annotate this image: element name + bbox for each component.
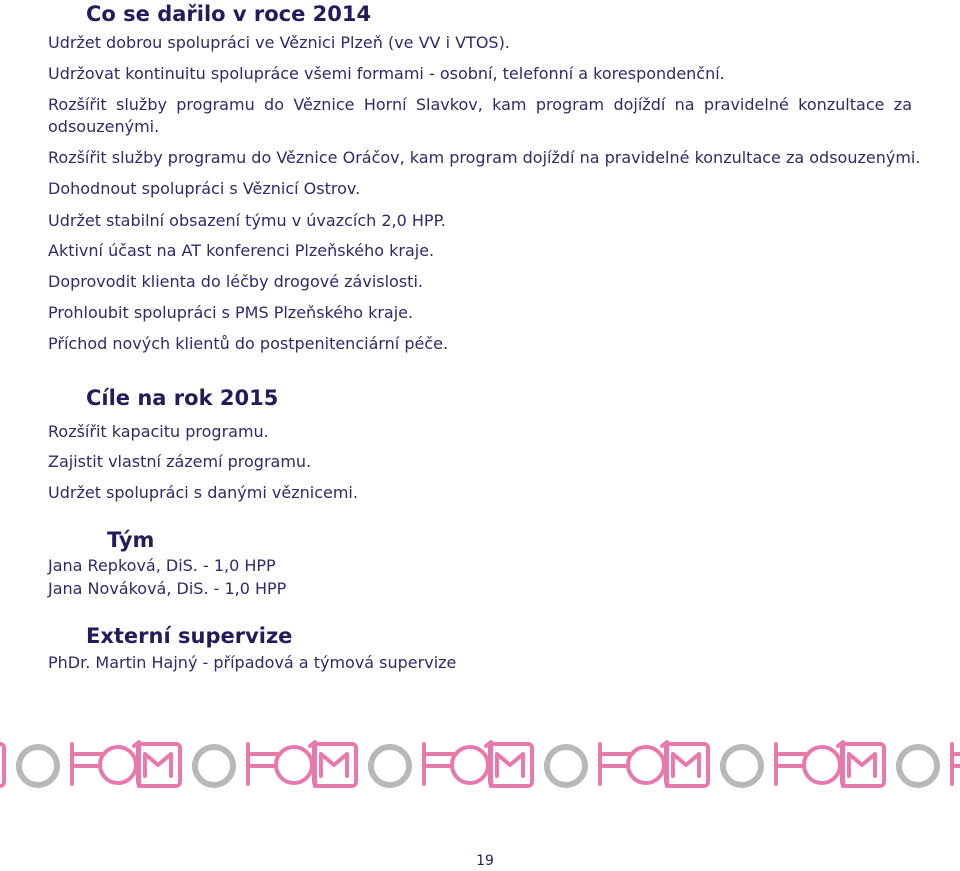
achievement-item: Doprovodit klienta do léčby drogové závislosti. xyxy=(48,272,423,291)
goal-item: Rozšířit kapacitu programu. xyxy=(48,422,269,441)
goal-item: Udržet spolupráci s danými věznicemi. xyxy=(48,483,358,502)
team-member: Jana Nováková, DiS. - 1,0 HPP xyxy=(48,579,287,598)
team-member: Jana Repková, DiS. - 1,0 HPP xyxy=(48,556,276,575)
supervision-text: PhDr. Martin Hajný - případová a týmová supervize xyxy=(48,653,457,672)
achievement-item: Rozšířit služby programu do Věznice Oráčov, kam program dojíždí na pravidelné konzultace za odsouzenými. xyxy=(48,148,921,167)
logo-pattern-icon xyxy=(0,736,960,794)
achievement-item: Prohloubit spolupráci s PMS Plzeňského kraje. xyxy=(48,303,414,322)
achievement-item: Aktivní účast na AT konferenci Plzeňského kraje. xyxy=(48,241,435,260)
section-title-team: Tým xyxy=(107,528,155,552)
goal-item: Zajistit vlastní zázemí programu. xyxy=(48,452,312,471)
achievement-item: Příchod nových klientů do postpenitenciární péče. xyxy=(48,334,449,353)
achievement-item: Udržovat kontinuitu spolupráce všemi formami - osobní, telefonní a korespondenční. xyxy=(48,64,725,83)
achievement-item: Udržet stabilní obsazení týmu v úvazcích 2,0 HPP. xyxy=(48,211,446,230)
achievement-item: Rozšířit služby programu do Věznice Horní Slavkov, kam program dojíždí na pravidelné konzultace za odsouzenými. xyxy=(48,95,912,136)
achievement-item: Dohodnout spolupráci s Věznicí Ostrov. xyxy=(48,179,361,198)
page-number: 19 xyxy=(476,853,494,869)
decorative-logo-pattern xyxy=(0,736,960,794)
achievement-item: Udržet dobrou spolupráci ve Věznici Plzeň (ve VV i VTOS). xyxy=(48,33,510,52)
section-title-supervision: Externí supervize xyxy=(86,624,293,648)
section-title-goals: Cíle na rok 2015 xyxy=(86,386,279,410)
section-title-achievements: Co se dařilo v roce 2014 xyxy=(86,2,372,26)
